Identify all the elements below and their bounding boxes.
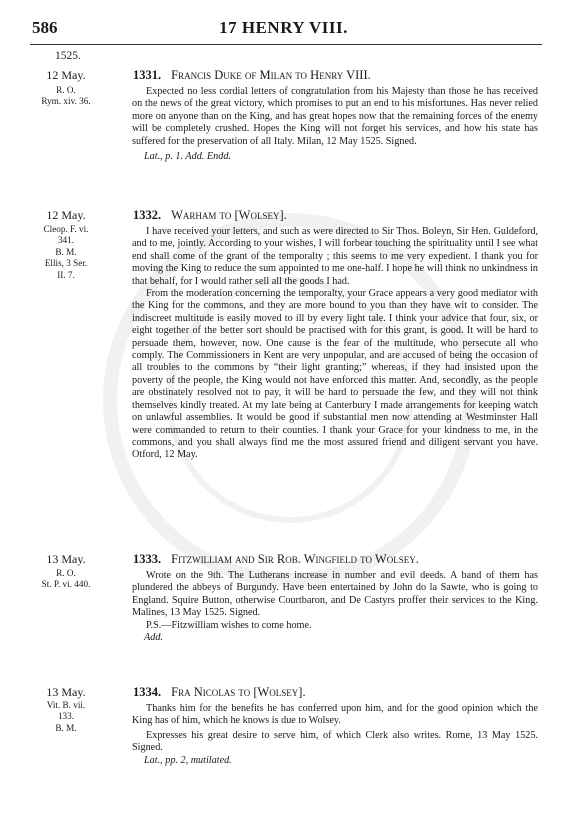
entry-number: 1333. (133, 552, 162, 566)
entry-body (132, 86, 538, 163)
source-line: 341. (57, 235, 75, 246)
entry-note: Lat., pp. 2, mutilated. (144, 754, 232, 766)
entry-body (132, 226, 538, 462)
entry-date: 13 May. (46, 552, 86, 566)
entry-paragraph: Expresses his great desire to serve him, of which Clerk also writes. Rome, 13 May 1525. Signed. (132, 729, 538, 754)
entry-postscript: P.S.—Fitzwilliam wishes to come home. (146, 619, 312, 631)
page-header (0, 18, 567, 40)
source-line: 133. (57, 711, 75, 722)
source-line: B. M. (55, 722, 77, 733)
entry-title (133, 685, 306, 700)
entry-paragraph: Wrote on the 9th. The Lutherans increase in number and evil deeds. A band of them has plundered the abbeys of Burgundy. Have been entertained by John do la Sawte, who is going to England. Squire Button, otherwise Courtbaron, and De Castyrs proffer their services to the King. Malines, 13 May 1525. Signed. (132, 570, 538, 619)
source-line: B. M. (55, 246, 77, 257)
source-line: Ellis, 3 Ser. (44, 258, 88, 269)
entry-heading: Warham to [Wolsey]. (171, 208, 287, 222)
running-head: 17 HENRY VIII. (219, 18, 348, 37)
source-line: Cleop. F. vi. (43, 224, 89, 234)
entry-number: 1332. (133, 208, 162, 222)
entry-paragraph: I have received your letters, and such as were directed to Sir Thos. Boleyn, Sir Hen. Guldeford, and to me, jointly. According to your wishes, I will forbear touching the spirituality until I see what end shall come of the grant of the temporalty ; this seems to me very expedient. I thank you for moving the King to reduce the sum appointed to me one-half. I hope he will think no unkindness in that behalf, for I would rather sell all the goods I had. (132, 226, 538, 287)
entry-title (133, 552, 419, 567)
source-line: R. O. (56, 85, 76, 95)
source-line: II. 7. (57, 269, 75, 280)
entry-body (132, 703, 538, 767)
entry-source (28, 568, 104, 591)
entry-source (28, 700, 104, 734)
year-marker: 1525. (55, 50, 81, 62)
source-line: Rym. xiv. 36. (41, 96, 91, 107)
entry-note: Add. (144, 632, 163, 644)
entry-body (132, 570, 538, 644)
source-line: Vit. B. vii. (46, 700, 86, 710)
page-number: 586 (32, 18, 58, 37)
source-line: St. P. vi. 440. (41, 579, 91, 590)
entry-heading: Fra Nicolas to [Wolsey]. (171, 685, 306, 699)
source-line: R. O. (56, 568, 76, 578)
entry-paragraph: From the moderation concerning the temporalty, your Grace appears a very good mediator with the King for the commons, and they are more bound to you than they have wit to consider. The indiscreet multitude is easily moved to ill by every light tale. I think your advice that four, six, or eight together of the better sort should be practised with for this grant, is good. It will be hard to persuade them, however, now. One cause is the fear of the multitude, who persecute all who comply. The Commissioners in Kent are very unpopular, and are accused of being the occasion of all troubles to the commons by “their light granting;” whereas, if they had insisted upon the poverty of the people, the King would not have enforced this matter. And, secondly, as the people are obstinately resolved not to pay, it will be hard to persuade the few, and they will not think themselves kindly treated. At my late being at Canterbury I made arrangements for keeping watch on unlawful assemblies. It would be good if substantial men now attending at Westminster Hall were commanded to return to their counties. I thank your Grace for your kindness to me, in the commons, and you shall always find me the most assured friend and diligent servant you have. Otford, 12 May. (132, 288, 538, 461)
entry-note: Lat., p. 1. Add. Endd. (144, 151, 231, 163)
entry-source (28, 85, 104, 108)
entry-date: 13 May. (46, 685, 86, 699)
entry-number: 1331. (133, 68, 162, 82)
header-rule (30, 44, 542, 45)
entry-source (28, 224, 104, 281)
entry-title (133, 208, 287, 223)
entry-date: 12 May. (46, 68, 86, 82)
entry-paragraph: Thanks him for the benefits he has conferred upon him, and for the good opinion which the King has of him, which he knows is due to Wolsey. (132, 703, 538, 727)
entry-date: 12 May. (46, 208, 86, 222)
entry-heading: Francis Duke of Milan to Henry VIII. (171, 68, 371, 82)
entry-paragraph: Expected no less cordial letters of congratulation from his Majesty than those he has received on the news of the great victory, which promises to put an end to his misfortunes. Has never relied more on anyone than on the King, and has great hopes now that the remaining forces of the enemy will be completely crushed. Hopes the King will not forget his services, and how his state has suffered for the preservation of all Italy. Milan, 12 May 1525. Signed. (132, 86, 538, 147)
entry-number: 1334. (133, 685, 162, 699)
entry-heading: Fitzwilliam and Sir Rob. Wingfield to Wolsey. (171, 552, 419, 566)
entry-title (133, 68, 371, 83)
